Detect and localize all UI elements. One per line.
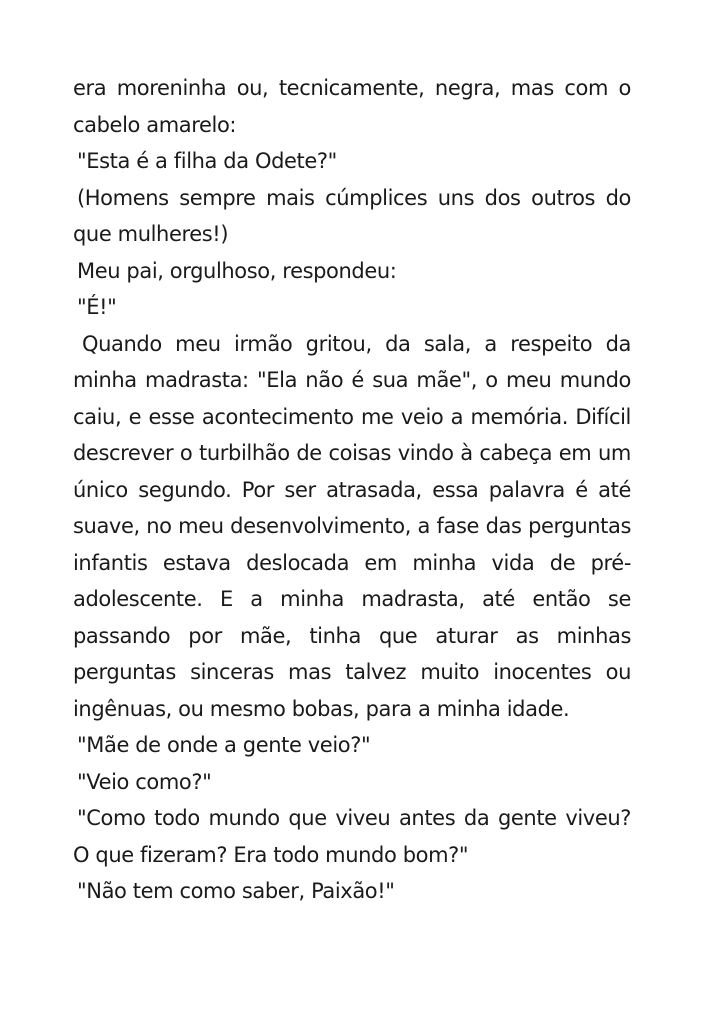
dialogue-line: "É!" xyxy=(77,295,117,319)
dialogue-line: "Como todo mundo que viveu antes da gente viveu? xyxy=(77,806,631,830)
text-line: (Homens sempre mais cúmplices uns dos outros do xyxy=(77,185,631,210)
dialogue-line: "Mãe de onde a gente veio?" xyxy=(77,733,371,757)
text-line: infantis estava deslocada em minha vida de pré- xyxy=(73,550,631,575)
text-line: Quando meu irmão gritou, da sala, a respeito da xyxy=(82,331,631,356)
dialogue-line: O que fizeram? Era todo mundo bom?" xyxy=(73,842,469,867)
dialogue-line: "Veio como?" xyxy=(77,769,212,794)
text-line: Meu pai, orgulhoso, respondeu: xyxy=(77,258,397,283)
text-line: minha madrasta: "Ela não é sua mãe", o meu mundo xyxy=(73,368,631,392)
dialogue-line: "Não tem como saber, Paixão!" xyxy=(77,879,395,903)
text-line: único segundo. Por ser atrasada, essa palavra é até xyxy=(73,477,631,502)
text-line: passando por mãe, tinha que aturar as minhas xyxy=(73,623,631,648)
text-line: cabelo amarelo: xyxy=(73,112,237,137)
text-line: ingênuas, ou mesmo bobas, para a minha idade. xyxy=(73,696,570,721)
text-line: perguntas sinceras mas talvez muito inocentes ou xyxy=(73,660,631,684)
text-line: caiu, e esse acontecimento me veio a memória. Difícil xyxy=(73,404,631,429)
dialogue-line: "Esta é a filha da Odete?" xyxy=(77,149,337,173)
text-line: que mulheres!) xyxy=(73,222,229,246)
document-page xyxy=(73,70,631,910)
text-line: adolescente. E a minha madrasta, até então se xyxy=(73,587,631,611)
text-line: descrever o turbilhão de coisas vindo à cabeça em um xyxy=(73,441,631,465)
text-line: era moreninha ou, tecnicamente, negra, mas com o xyxy=(73,76,631,100)
text-line: suave, no meu desenvolvimento, a fase das perguntas xyxy=(73,514,631,538)
